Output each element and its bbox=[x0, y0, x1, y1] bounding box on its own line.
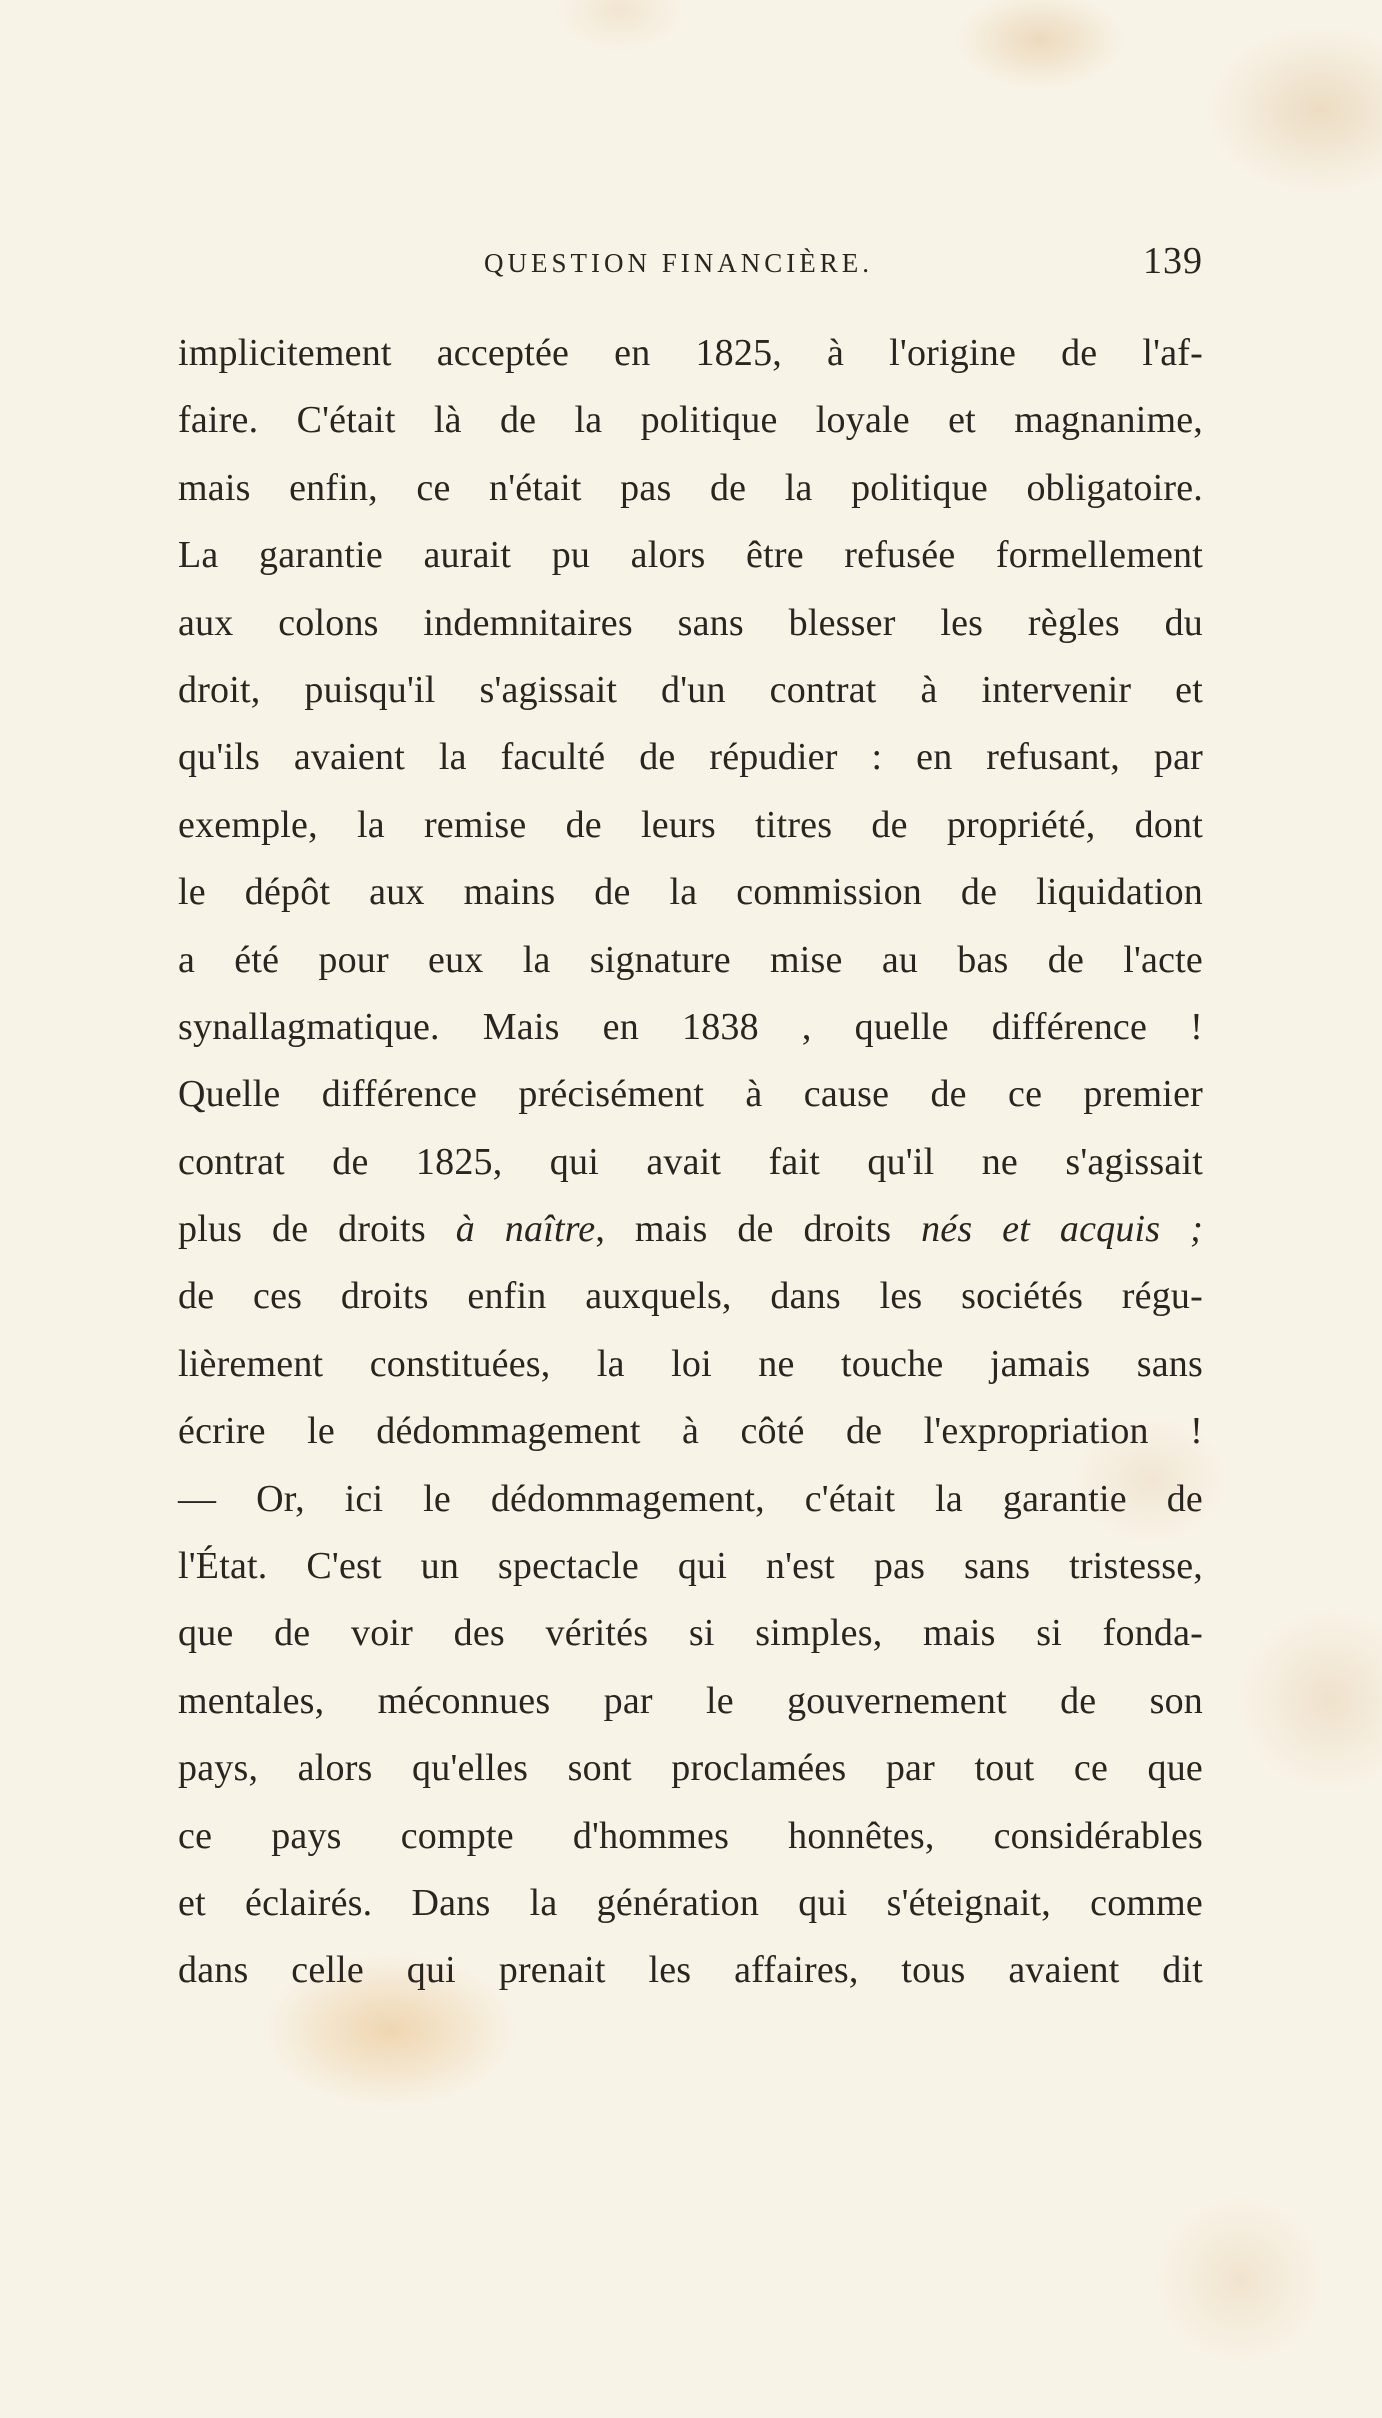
italic-segment: nés et acquis ; bbox=[921, 1208, 1203, 1251]
text-line: mais enfin, ce n'était pas de la politique obligatoire. bbox=[178, 466, 1203, 509]
text-segment: , mais de droits bbox=[595, 1208, 922, 1251]
text-line: aux colons indemnitaires sans blesser les règles du bbox=[178, 601, 1203, 644]
text-line: de ces droits enfin auxquels, dans les sociétés régu- bbox=[178, 1275, 1203, 1318]
text-line: qu'ils avaient la faculté de répudier : en refusant, par bbox=[178, 736, 1203, 779]
text-line: droit, puisqu'il s'agissait d'un contrat à intervenir et bbox=[178, 668, 1203, 711]
text-line: le dépôt aux mains de la commission de liquidation bbox=[178, 871, 1203, 914]
text-line: l'État. C'est un spectacle qui n'est pas sans tristesse, bbox=[178, 1545, 1203, 1588]
running-title: QUESTION FINANCIÈRE. bbox=[484, 248, 873, 278]
running-head bbox=[178, 240, 1203, 283]
text-line: — Or, ici le dédommagement, c'était la garantie de bbox=[178, 1477, 1203, 1520]
italic-segment: à naître bbox=[455, 1208, 596, 1251]
text-line: que de voir des vérités si simples, mais si fonda- bbox=[178, 1612, 1203, 1655]
text-line: écrire le dédommagement à côté de l'expropriation ! bbox=[178, 1410, 1203, 1453]
text-line: Quelle différence précisément à cause de ce premier bbox=[178, 1073, 1203, 1116]
text-line: La garantie aurait pu alors être refusée formellement bbox=[178, 534, 1203, 577]
text-line: et éclairés. Dans la génération qui s'éteignait, comme bbox=[178, 1881, 1203, 1924]
text-line: synallagmatique. Mais en 1838 , quelle différence ! bbox=[178, 1005, 1203, 1048]
text-segment: plus de droits bbox=[178, 1208, 456, 1251]
text-line: ce pays compte d'hommes honnêtes, considérables bbox=[178, 1814, 1203, 1857]
text-line: mentales, méconnues par le gouvernement de son bbox=[178, 1679, 1203, 1722]
text-line: lièrement constituées, la loi ne touche jamais sans bbox=[178, 1342, 1203, 1385]
text-line: a été pour eux la signature mise au bas de l'acte bbox=[178, 938, 1203, 981]
text-line-with-italics bbox=[178, 1196, 1203, 1263]
text-line: exemple, la remise de leurs titres de propriété, dont bbox=[178, 803, 1203, 846]
text-line: faire. C'était là de la politique loyale et magnanime, bbox=[178, 399, 1203, 442]
text-line: pays, alors qu'elles sont proclamées par tout ce que bbox=[178, 1747, 1203, 1790]
text-line: implicitement acceptée en 1825, à l'origine de l'af- bbox=[178, 332, 1203, 374]
page-number: 139 bbox=[1143, 240, 1203, 282]
text-line: contrat de 1825, qui avait fait qu'il ne s'agissait bbox=[178, 1140, 1203, 1183]
body-text bbox=[178, 320, 1203, 2005]
text-line: dans celle qui prenait les affaires, tous avaient dit bbox=[178, 1949, 1203, 1992]
